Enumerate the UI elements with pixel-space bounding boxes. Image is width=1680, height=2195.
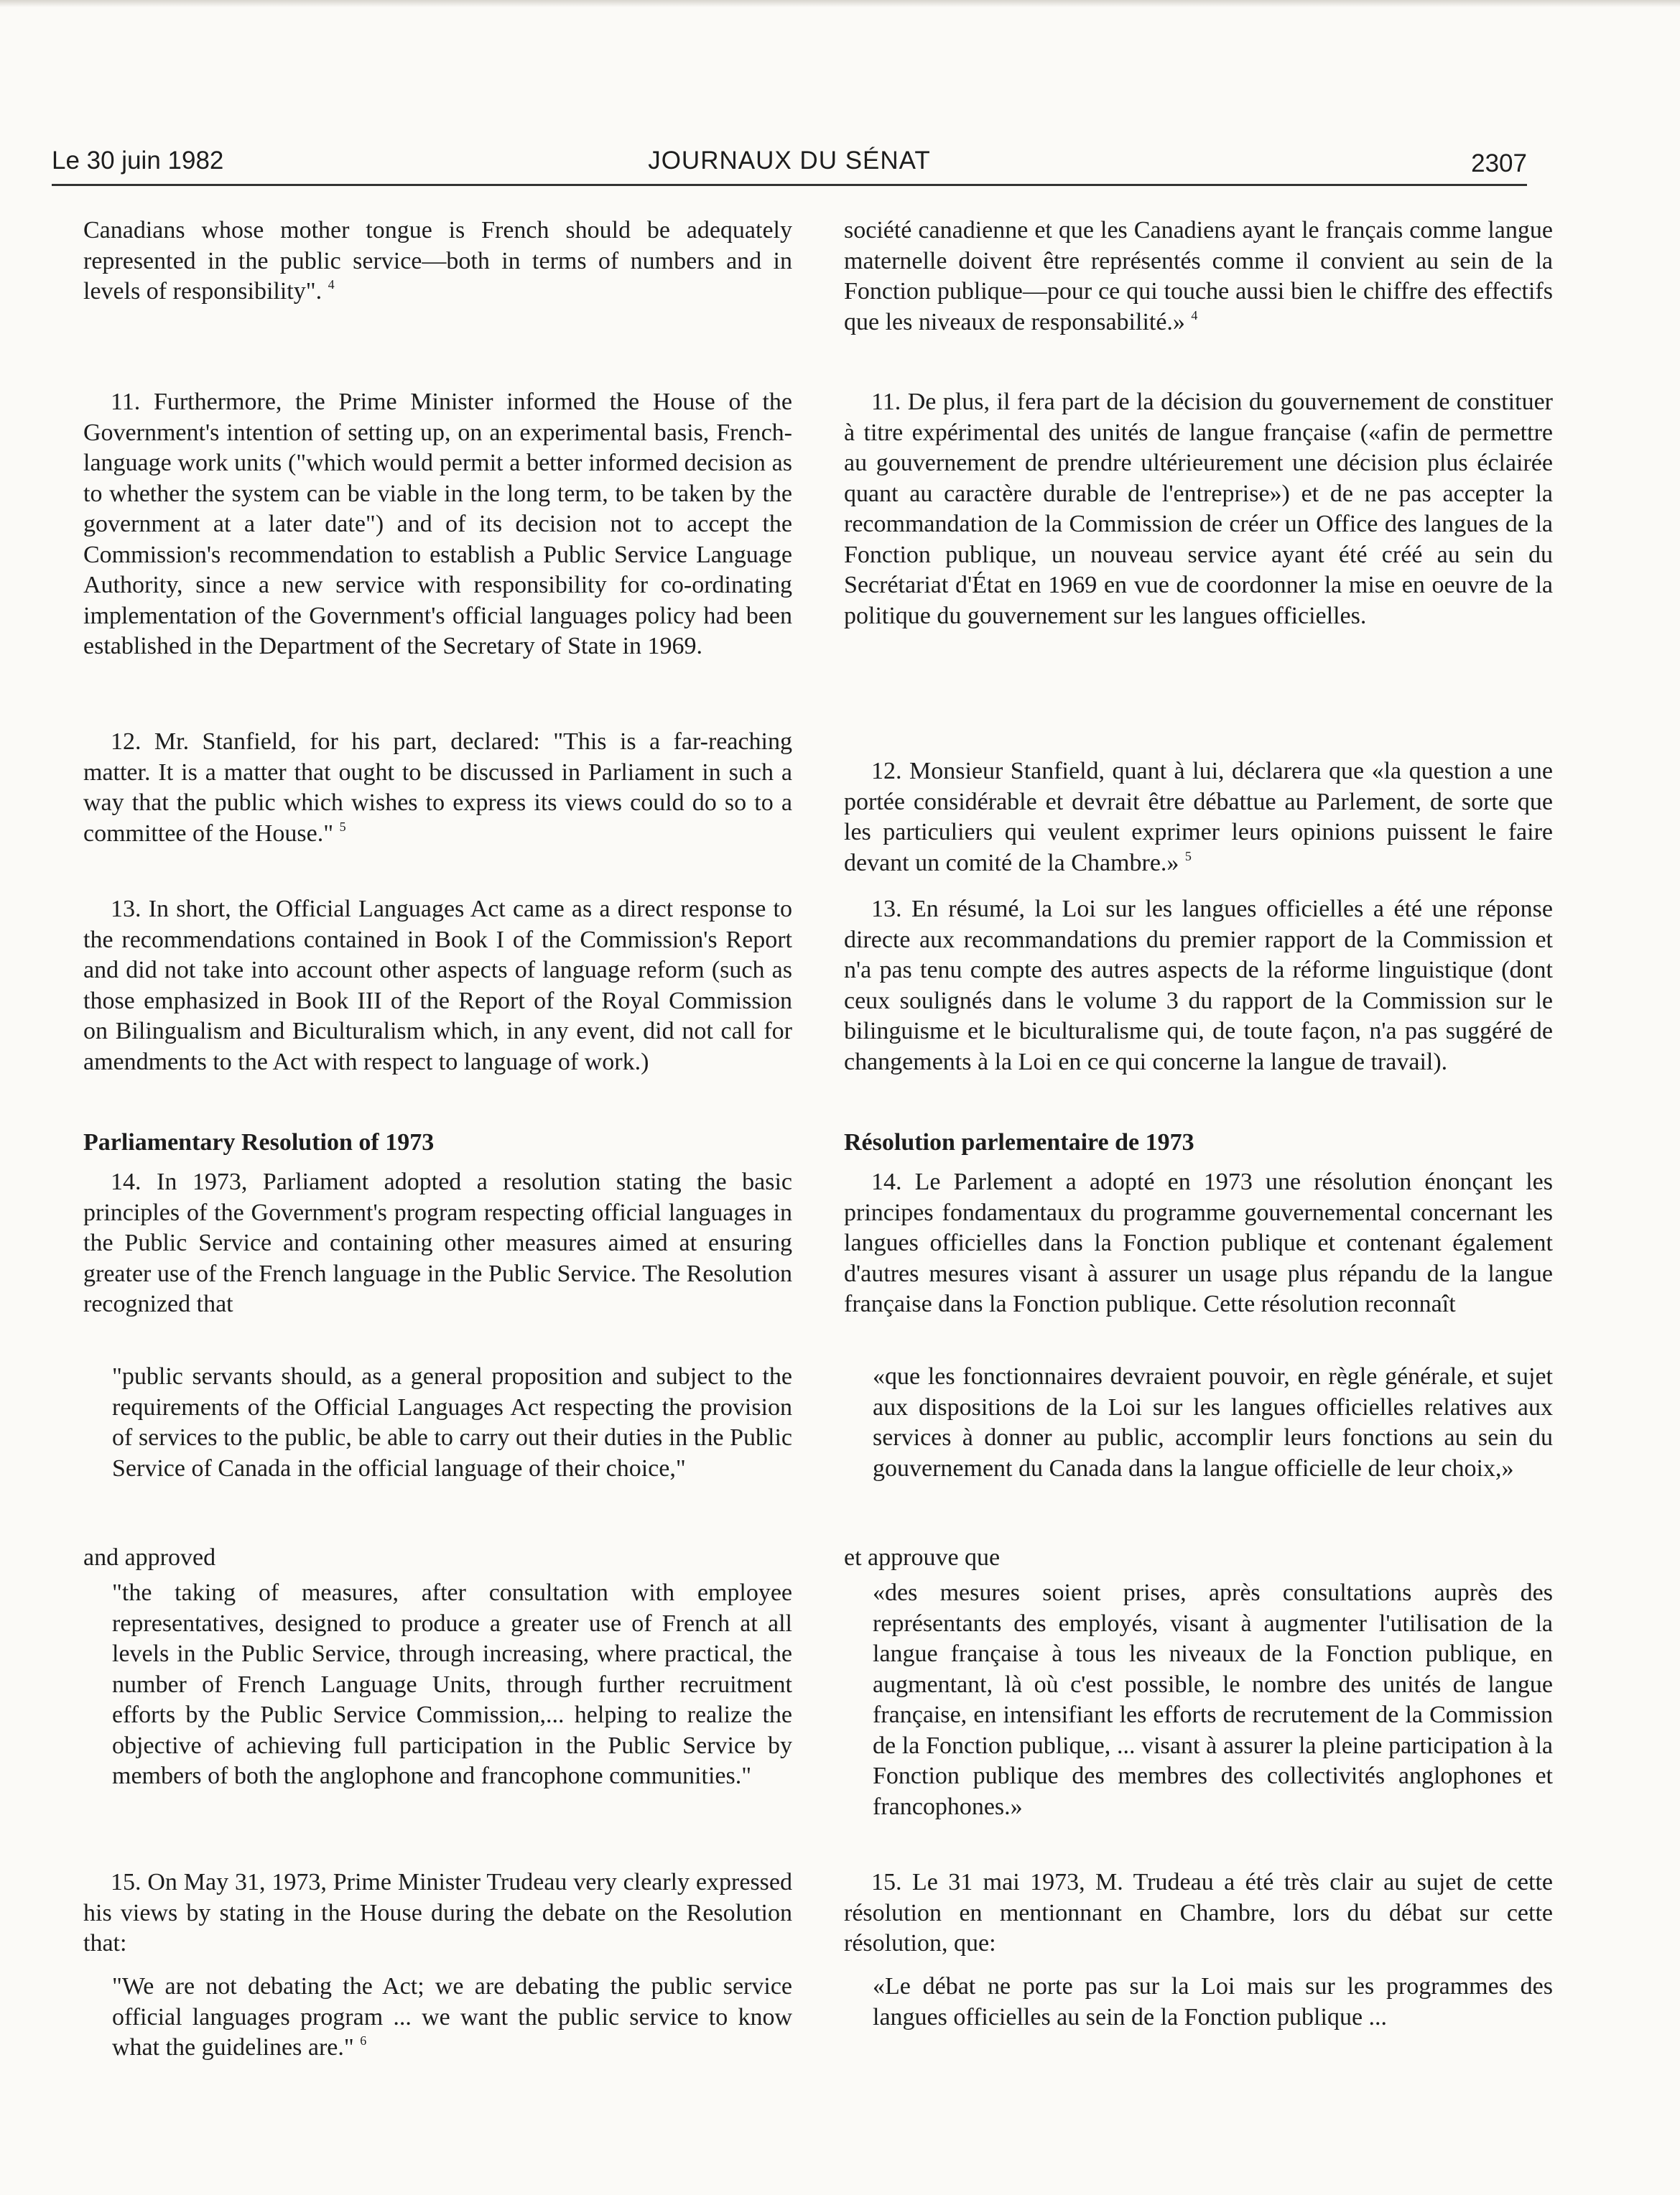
fr-section-heading: Résolution parlementaire de 1973 xyxy=(844,1129,1194,1156)
en-paragraph-continued: Canadians whose mother tongue is French should be adequately represented in the public service—both in terms of numbers and in levels of responsibility". $^4$ xyxy=(83,217,792,305)
footnote-ref: 4 xyxy=(1191,307,1198,322)
header-title: JOURNAUX DU SÉNAT xyxy=(648,147,931,175)
fr-quote-resolution-2: «des mesures soient prises, après consultations auprès des représentants des employés, visant à augmenter l'utilisation de la langue française à tous les niveaux de la Fonction publique, en augmentant, là où c'est possible, le nombre des unités de langue française, en intensifiant les efforts de recrutement de la Commission de la Fonction publique, ... visant à assurer la pleine participation à la Fonction publique des membres des collectivités anglophones et francophones.» xyxy=(873,1579,1553,1820)
en-and-approved: and approved xyxy=(83,1544,216,1571)
footnote-ref: 5 xyxy=(1184,848,1192,863)
en-paragraph-15: 15. On May 31, 1973, Prime Minister Trudeau very clearly expressed his views by stating in the House during the debate on the Resolution that: xyxy=(83,1869,792,1957)
en-section-heading: Parliamentary Resolution of 1973 xyxy=(83,1129,435,1156)
fr-quote-resolution-1: «que les fonctionnaires devraient pouvoir, en règle générale, et sujet aux dispositions de la Loi sur les langues officielles relatives aux services à donner au public, accomplir leurs fonctions au sein du gouvernement du Canada dans la langue officielle de leur choix,» xyxy=(873,1363,1553,1482)
header-rule xyxy=(52,184,1527,186)
en-quote-trudeau: "We are not debating the Act; we are debating the public service official languages program ... we want the public service to know what the guidelines are." $^6$ xyxy=(112,1973,792,2061)
fr-quote-trudeau: «Le débat ne porte pas sur la Loi mais sur les programmes des langues officielles au sein de la Fonction publique ... xyxy=(873,1973,1553,2031)
footnote-ref: 5 xyxy=(339,819,346,834)
page-header xyxy=(52,147,1527,187)
en-paragraph-12: 12. Mr. Stanfield, for his part, declared: "This is a far-reaching matter. It is a matter that ought to be discussed in Parliament in such a way that the public which wishes to express its views could do so to a committee of the House." $^5$ xyxy=(83,728,792,847)
scan-top-edge xyxy=(0,0,1680,7)
footnote-ref: 4 xyxy=(328,277,335,292)
fr-paragraph-12: 12. Monsieur Stanfield, quant à lui, déclarera que «la question a une portée considérable et devrait être débattue au Parlement, de sorte que les particuliers qui veulent exprimer leurs opinions puissent le faire devant un comité de la Chambre.» $^5$ xyxy=(844,758,1553,876)
fr-paragraph-15: 15. Le 31 mai 1973, M. Trudeau a été très clair au sujet de cette résolution en mentionnant en Chambre, lors du débat sur cette résolution, que: xyxy=(844,1869,1553,1957)
fr-paragraph-13: 13. En résumé, la Loi sur les langues officielles a été une réponse directe aux recommandations du premier rapport de la Commission et n'a pas tenu compte des autres aspects de la réforme linguistique (dont ceux soulignés dans le volume 3 du rapport de la Commission sur le bilinguisme et le biculturalisme qui, de toute façon, n'a pas suggéré de changements à la Loi en ce qui concerne la langue de travail). xyxy=(844,896,1553,1075)
header-page-number: 2307 xyxy=(1471,149,1527,177)
en-paragraph-11: 11. Furthermore, the Prime Minister informed the House of the Government's intention of setting up, on an experimental basis, French-language work units ("which would permit a better informed decision as to whether the system can be viable in the long term, to be taken by the government at a later date") and of its decision not to accept the Commission's recommendation to establish a Public Service Language Authority, since a new service with responsibility for co-ordinating implementation of the Government's official languages policy had been established in the Department of the Secretary of State in 1969. xyxy=(83,389,792,659)
fr-paragraph-continued: société canadienne et que les Canadiens ayant le français comme langue maternelle doivent être représentés comme il convient au sein de la Fonction publique—pour ce qui touche aussi bien le chiffre des effectifs que les niveaux de responsabilité.» $^4$ xyxy=(844,217,1553,335)
en-quote-resolution-1: "public servants should, as a general proposition and subject to the requirements of the Official Languages Act respecting the provision of services to the public, be able to carry out their duties in the Public Service of Canada in the official language of their choice," xyxy=(112,1363,792,1482)
fr-paragraph-11: 11. De plus, il fera part de la décision du gouvernement de constituer à titre expérimental des unités de langue française («afin de permettre au gouvernement de prendre ultérieurement une décision plus éclairée quant au caractère durable de l'entreprise») et de ne pas accepter la recommandation de la Commission de créer un Office des langues de la Fonction publique, un nouveau service ayant été créé au sein du Secrétariat d'État en 1969 en vue de coordonner la mise en oeuvre de la politique du gouvernement sur les langues officielles. xyxy=(844,389,1553,629)
fr-paragraph-14: 14. Le Parlement a adopté en 1973 une résolution énonçant les principes fondamentaux du programme gouvernemental concernant les langues officielles dans la Fonction publique et contenant également d'autres mesures visant à assurer un usage plus répandu de la langue française dans la Fonction publique. Cette résolution reconnaît xyxy=(844,1169,1553,1317)
en-paragraph-13: 13. In short, the Official Languages Act came as a direct response to the recommendations contained in Book I of the Commission's Report and did not take into account other aspects of language reform (such as those emphasized in Book III of the Report of the Royal Commission on Bilingualism and Biculturalism which, in any event, did not call for amendments to the Act with respect to language of work.) xyxy=(83,896,792,1075)
en-paragraph-14: 14. In 1973, Parliament adopted a resolution stating the basic principles of the Government's program respecting official languages in the Public Service and containing other measures aimed at ensuring greater use of the French language in the Public Service. The Resolution recognized that xyxy=(83,1169,792,1317)
en-quote-resolution-2: "the taking of measures, after consultation with employee representatives, designed to produce a greater use of French at all levels in the Public Service, through increasing, where practical, the number of French Language Units, through further recruitment efforts by the Public Service Commission,... helping to realize the objective of achieving full participation in the Public Service by members of both the anglophone and francophone communities." xyxy=(112,1579,792,1789)
footnote-ref: 6 xyxy=(360,2033,367,2048)
fr-and-approved: et approuve que xyxy=(844,1544,1001,1571)
header-date: Le 30 juin 1982 xyxy=(52,147,224,175)
